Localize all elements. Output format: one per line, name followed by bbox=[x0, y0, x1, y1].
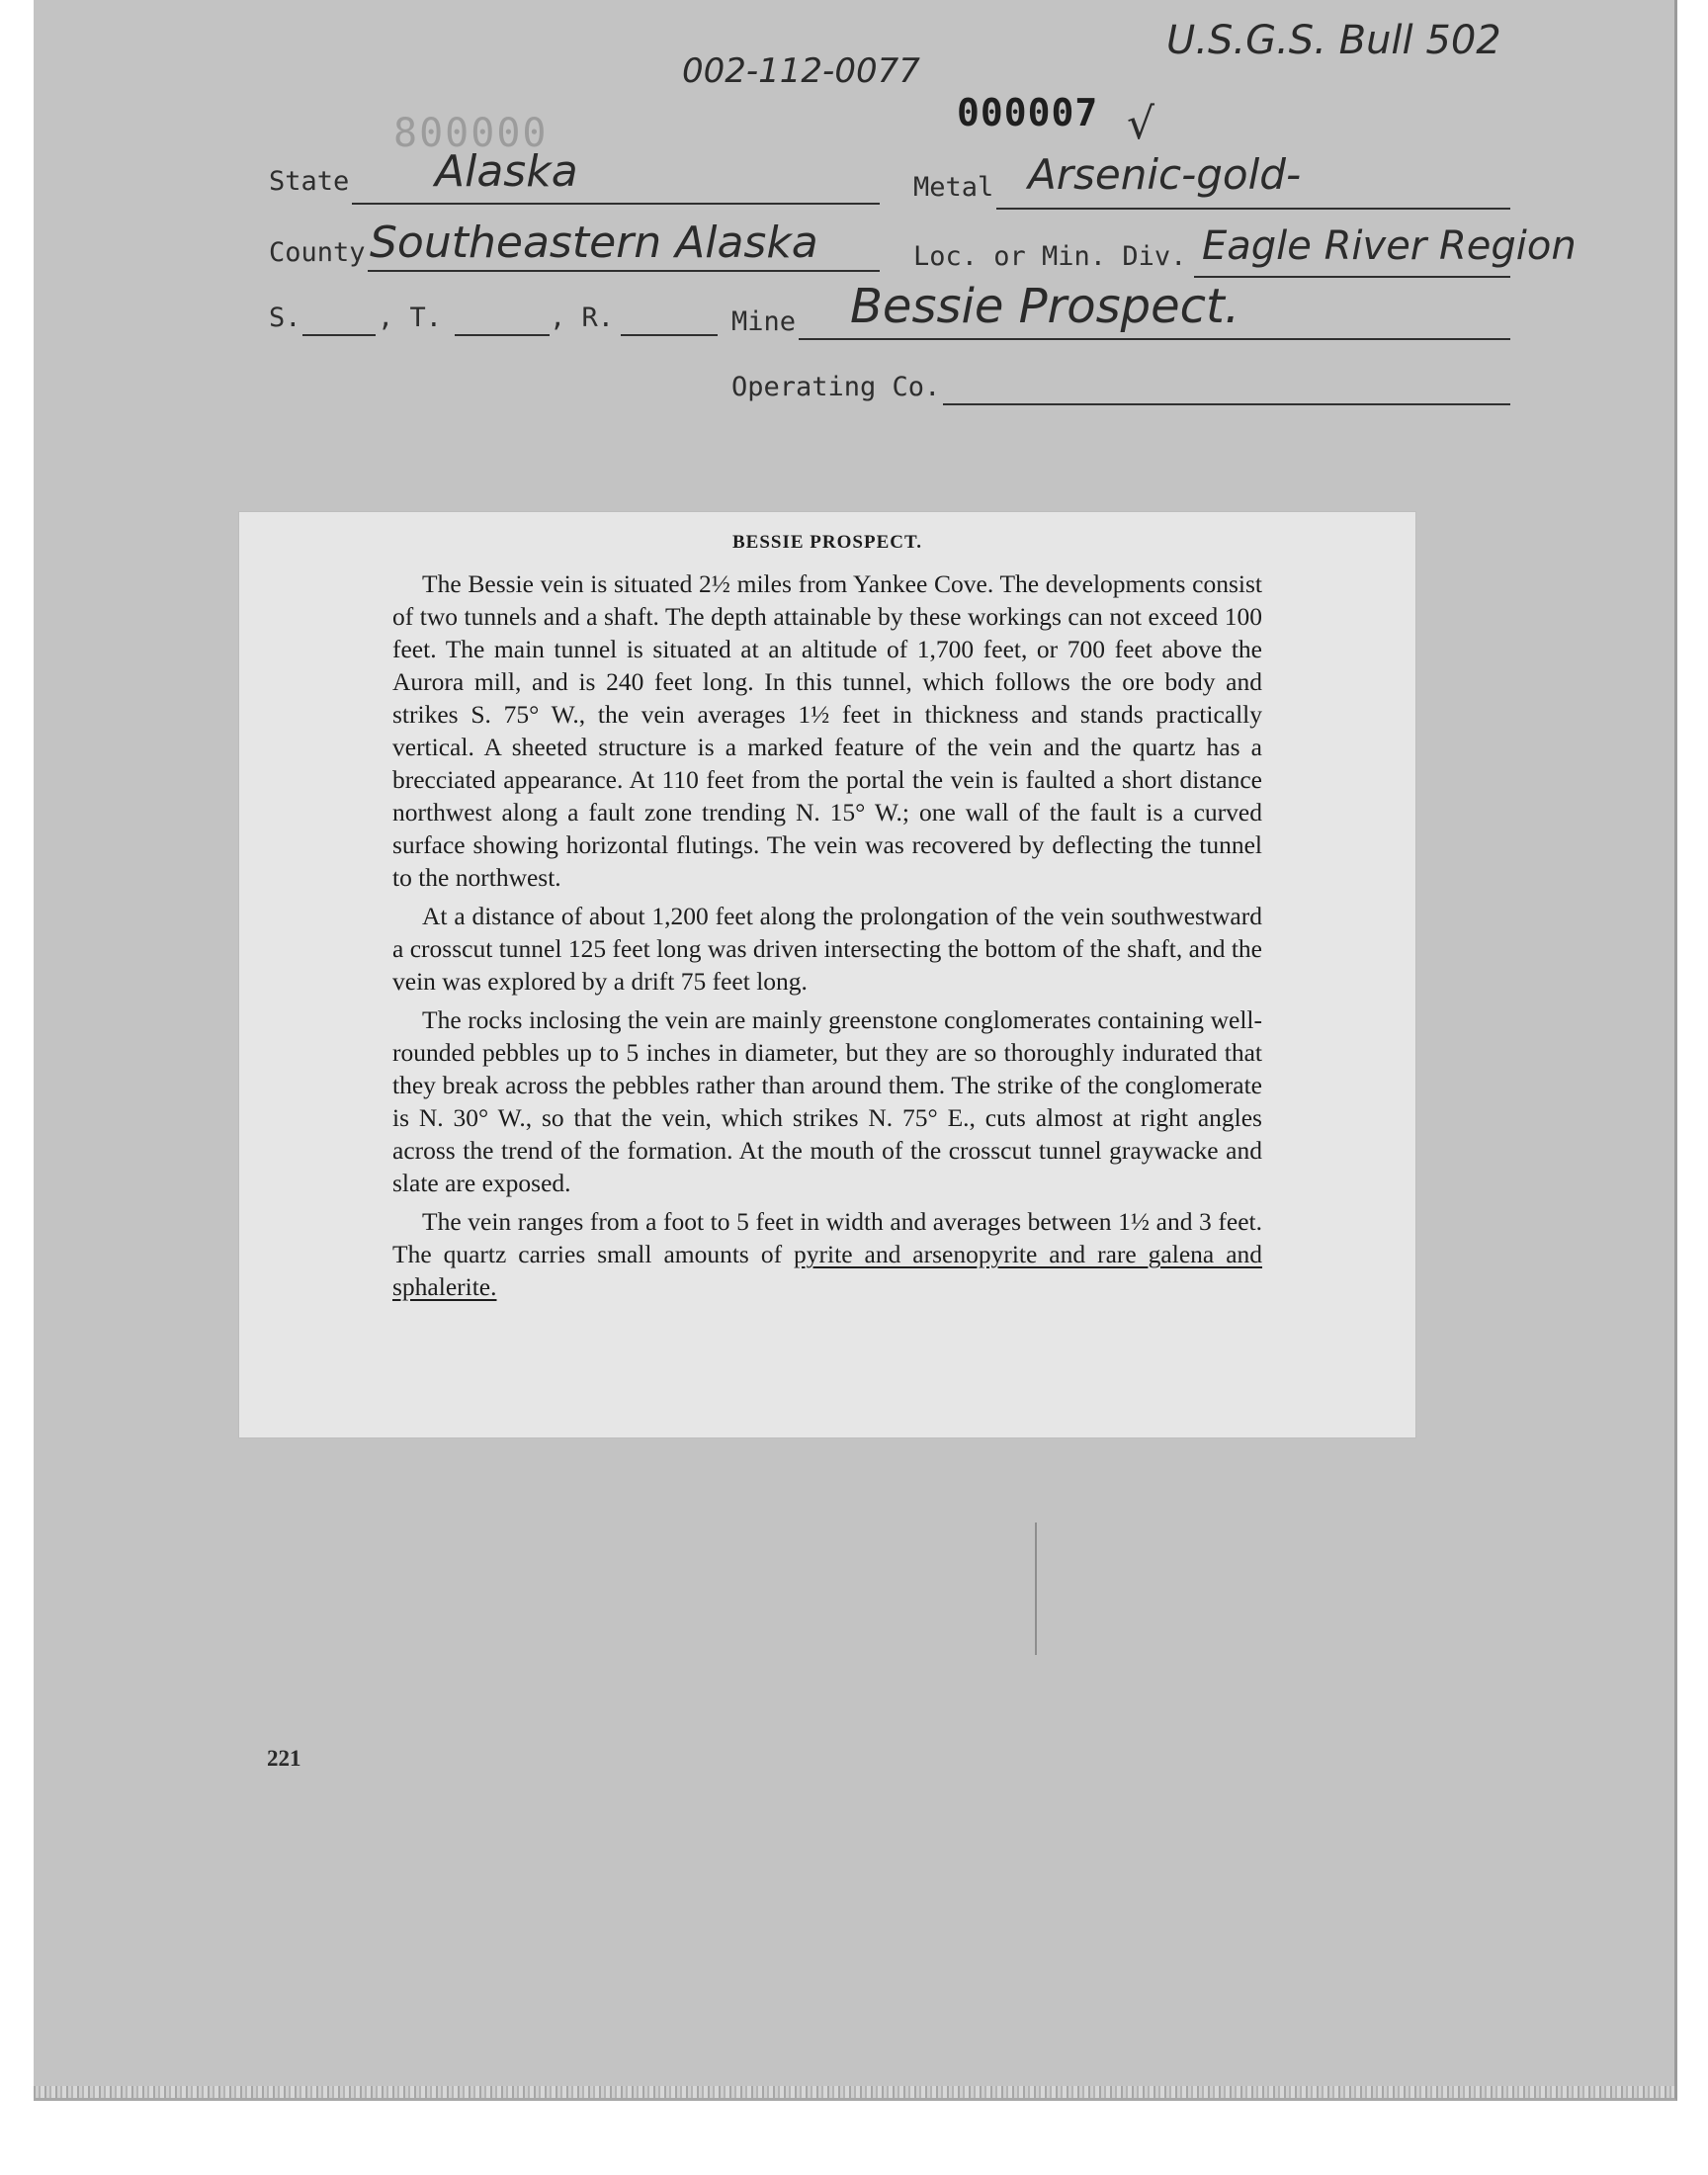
state-label: State bbox=[269, 166, 350, 197]
loc-label: Loc. or Min. Div. bbox=[913, 241, 1187, 272]
section-underline bbox=[302, 334, 376, 336]
operating-co-label: Operating Co. bbox=[731, 372, 941, 402]
check-mark: √ bbox=[1127, 99, 1155, 149]
mine-underline bbox=[799, 338, 1510, 340]
state-value: Alaska bbox=[435, 146, 578, 197]
clipping-body bbox=[392, 567, 1262, 1309]
county-label: County bbox=[269, 237, 366, 268]
township-underline bbox=[455, 334, 550, 336]
bulletin-reference: U.S.G.S. Bull 502 bbox=[1166, 18, 1501, 63]
metal-label: Metal bbox=[913, 172, 994, 203]
clipping-title: BESSIE PROSPECT. bbox=[732, 532, 922, 553]
mine-label: Mine bbox=[731, 306, 797, 337]
paragraph-4-text: The vein ranges from a foot to 5 feet in width and averages between 1½ and 3 feet. The quartz carries small amounts of bbox=[392, 1207, 1262, 1268]
clipping-paragraph-1: The Bessie vein is situated 2½ miles from Yankee Cove. The developments consist of two tunnels and a shaft. The depth attainable by these workings can not exceed 100 feet. The main tunnel is situated at an altitude of 1,700 feet, or 700 feet above the Aurora mill, and is 240 feet long. In this tunnel, which follows the ore body and strikes S. 75° W., the vein averages 1½ feet in thickness and stands practically vertical. A sheeted structure is a marked feature of the vein and the quartz has a brecciated appearance. At 110 feet from the portal the vein is faulted a short distance northwest along a fault zone trending N. 15° W.; one wall of the fault is a curved surface showing horizontal flutings. The vein was recovered by deflecting the tunnel to the northwest. bbox=[392, 569, 1262, 892]
faded-stamp-number: 800000 bbox=[393, 111, 549, 156]
metal-underline bbox=[996, 208, 1510, 210]
scan-edge-artifact bbox=[34, 2086, 1674, 2098]
clipping-paragraph-4 bbox=[392, 1205, 1262, 1303]
clipping-paragraph-2: At a distance of about 1,200 feet along the prolongation of the vein southwestward a crosscut tunnel 125 feet long was driven intersecting the bottom of the shaft, and the vein was explored by a drift 75 feet long. bbox=[392, 902, 1262, 996]
range-underline bbox=[621, 334, 718, 336]
operating-co-underline bbox=[943, 403, 1510, 405]
county-underline bbox=[368, 270, 880, 272]
township-label: , T. bbox=[378, 303, 443, 333]
clipping-paragraph-3: The rocks inclosing the vein are mainly greenstone conglomerates containing well-rounded pebbles up to 5 inches in diameter, but they are so thoroughly indurated that they break across the pebbles rather than around them. The strike of the conglomerate is N. 30° W., so that the vein, which strikes N. 75° E., cuts almost at right angles across the trend of the formation. At the mouth of the crosscut tunnel graywacke and slate are exposed. bbox=[392, 1005, 1262, 1197]
vertical-scan-mark bbox=[1035, 1522, 1037, 1655]
stamp-number: 000007 bbox=[957, 91, 1099, 134]
file-number: 002-112-0077 bbox=[682, 51, 920, 91]
metal-value: Arsenic-gold- bbox=[1028, 150, 1302, 199]
section-label: S. bbox=[269, 303, 301, 333]
bulletin-clipping bbox=[239, 512, 1415, 1437]
county-value: Southeastern Alaska bbox=[370, 218, 818, 268]
underlined-minerals: pyrite and arsenopyrite and rare galena and sphalerite. bbox=[392, 1240, 1263, 1301]
range-label: , R. bbox=[550, 303, 615, 333]
loc-underline bbox=[1194, 276, 1510, 278]
mine-value: Bessie Prospect. bbox=[850, 279, 1240, 334]
page-number: 221 bbox=[267, 1746, 301, 1771]
state-underline bbox=[352, 203, 880, 205]
loc-value: Eagle River Region bbox=[1202, 223, 1577, 269]
